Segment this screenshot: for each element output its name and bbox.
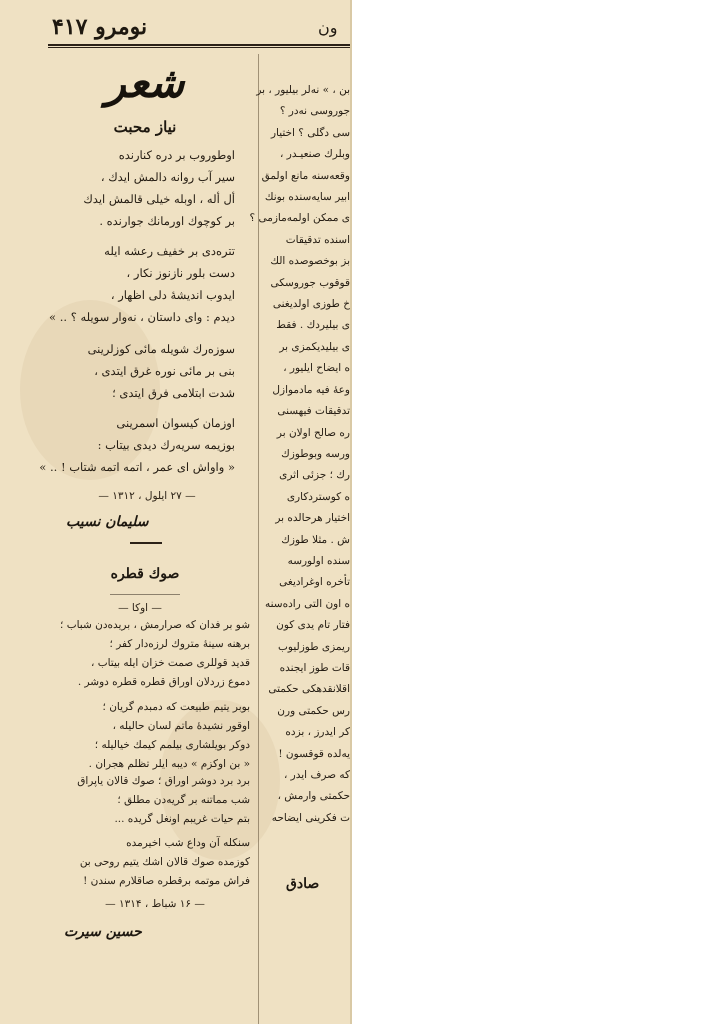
title-underline (110, 594, 180, 595)
section-title: شعر (105, 58, 185, 107)
verse-line: برد برد دوشر اوراق ؛ صوك قالان یاپراق (77, 775, 250, 787)
verse-line: بوبر یتیم طبیعت كه دمبدم گریان ؛ (102, 701, 250, 713)
poem2-signature: حسین سیرت (64, 924, 142, 940)
newspaper-page (0, 0, 350, 1024)
article-line: تدقیقات فیهسنی (277, 405, 350, 418)
verse-line: اوطوروب بر دره كنارنده (118, 148, 235, 162)
article-line: جوروسی نه‌در ؟ (279, 105, 350, 118)
verse-line: كوزمده صوك قالان اشك یتیم روحی بن (79, 856, 250, 868)
poem2-date: — ۱۶ شباط ، ۱۳۱۴ — (105, 898, 205, 910)
verse-line: برهنه سینهٔ متروك لرزه‌دار كفر ؛ (109, 638, 250, 650)
article-line: ه اون التی راده‌سنه (264, 597, 350, 610)
verse-line: قدید قوللری صمت خزان ایله بیتاب ، (90, 657, 250, 669)
verse-line: دوكر بویلشاری بیلمم كیمك خیالیله ؛ (94, 739, 250, 751)
article-line: رس حكمتی ورن (277, 704, 350, 717)
poem1-date: — ۲۷ ایلول ، ۱۳۱۲ — (98, 490, 196, 502)
poem-separator (130, 542, 162, 544)
article-line: ی بیلیدیكمزی بر (279, 340, 350, 353)
article-line: حكمتی وارمش ، (277, 790, 350, 803)
verse-line: ایدوب اندیشهٔ دلی اظهار ، (110, 288, 235, 302)
header-rule-thin (48, 47, 350, 48)
article-line: ی بیلیردك . فقط (276, 319, 350, 332)
article-line: فتار تام یدی كون (276, 619, 350, 632)
article-line: كه صرف ایدر ، (283, 769, 350, 781)
verse-line: فراش موتمه برقطره صاقلارم سندن ! (83, 875, 250, 887)
article-line: اسنده تدقیقات (285, 233, 350, 246)
verse-line: سیر آب روانه دالمش ایدك ، (100, 170, 235, 184)
article-line: خ طوزی اولدیغنی (272, 298, 350, 311)
article-column (249, 80, 350, 829)
verse-line: « بن اوكزم » دیبه ایلر تظلم هجران . (88, 758, 250, 770)
article-line: تأخره اوغرادیغی (279, 576, 350, 589)
article-line: ش . مثلا طوزك (281, 533, 350, 546)
verse-line: شدت ابتلامی فرق ایتدی ؛ (112, 386, 235, 400)
article-line: ه ایضاح ایلیور ، (283, 362, 350, 375)
article-line: ی ممكن اولمه‌مازمی ؟ (249, 212, 350, 225)
article-line: سنده اولورسه (287, 554, 350, 567)
verse-line: بوزیمه سریه‌رك دیدی بیتاب : (97, 438, 235, 452)
verse-line: شو بر فدان كه صرارمش ، بریده‌دن شباب ؛ (60, 619, 250, 631)
article-line: ت فكرینی ایضاحه (271, 811, 350, 824)
article-line: قات طوز ایجنده (279, 661, 350, 674)
article-line: بز بوخصوصده الك (270, 255, 350, 268)
article-line: ریمزی طوزلیوب (278, 640, 350, 653)
poem2-dedication: — اوكا — (118, 602, 162, 614)
article-line: ه كوستردكاری (286, 490, 350, 503)
article-line: وعهٔ فیه مادموازل (272, 383, 350, 396)
header-fragment: ون (318, 18, 338, 37)
article-line: یه‌لده قوقسون ! (278, 747, 350, 760)
issue-number: نومرو ۴۱۷ (52, 14, 148, 40)
poem1-signature: سلیمان نسیب (66, 514, 149, 530)
verse-line: اوزمان كیسوان اسمرینی (116, 416, 235, 430)
verse-line: دموع زردلان اوراق قطره قطره دوشر . (77, 676, 250, 688)
article-line: ورسه وبوطوزك (281, 447, 350, 460)
article-line: سی دگلی ؟ اختیار (270, 126, 350, 139)
poem2-stanza-4 (60, 834, 250, 891)
page-edge (350, 0, 352, 1024)
article-line: اقلانقدهكی حكمتی (268, 683, 350, 696)
article-line: ره صالح اولان بر (276, 426, 350, 439)
verse-line: تتره‌دی بر خفیف رعشه ایله (104, 244, 235, 258)
article-line: وبلرك صنعیـدر ، (280, 148, 350, 161)
poem1-title: نیاز محبت (113, 118, 177, 136)
verse-line: أل أله ، اوبله خیلی قالمش ایدك (83, 192, 235, 206)
article-line: كر ایدرز ، بزده (285, 726, 350, 739)
article-line: قوقوب جوروسكی (270, 276, 350, 289)
verse-line: دست بلور نازنوز نكار ، (126, 266, 235, 280)
verse-line: بتم حیات غریبم اونغل گریده ... (114, 813, 250, 825)
verse-line: بر كوچوك اورمانك جوارنده . (99, 214, 235, 228)
header-rule (48, 44, 350, 46)
verse-line: سنكله آن وداع شب اخیرمده (126, 837, 250, 849)
poem2-title: صوك قطره (110, 566, 180, 582)
verse-line: اوقور نشیدهٔ ماتم لسان حالیله ، (112, 720, 250, 732)
article-line: ابیر سایه‌سنده بونك (264, 191, 350, 204)
verse-line: شب مماتنه بر گریه‌دن مطلق ؛ (117, 794, 250, 806)
verse-line: « واواش ای عمر ، اتمه اتمه شتاب ! .. » (39, 460, 235, 474)
verse-line: سوزه‌رك شویله مائی كوزلرینی (87, 342, 235, 356)
verse-line: بنی بر مائی نوره غرق ایتدی ، (94, 364, 235, 378)
verse-line: دیدم : وای داستان ، نه‌وار سویله ؟ .. » (49, 310, 235, 324)
article-line: اختیار هرحالده بر (275, 512, 350, 525)
article-line: وقعه‌سنه مانع اولمق (261, 169, 350, 182)
article-signature: صادق (286, 876, 320, 892)
article-line: بن ، » نه‌لر بیلیور ، بر (256, 84, 350, 96)
article-line: رك ؛ جزئی اثری (279, 469, 350, 482)
